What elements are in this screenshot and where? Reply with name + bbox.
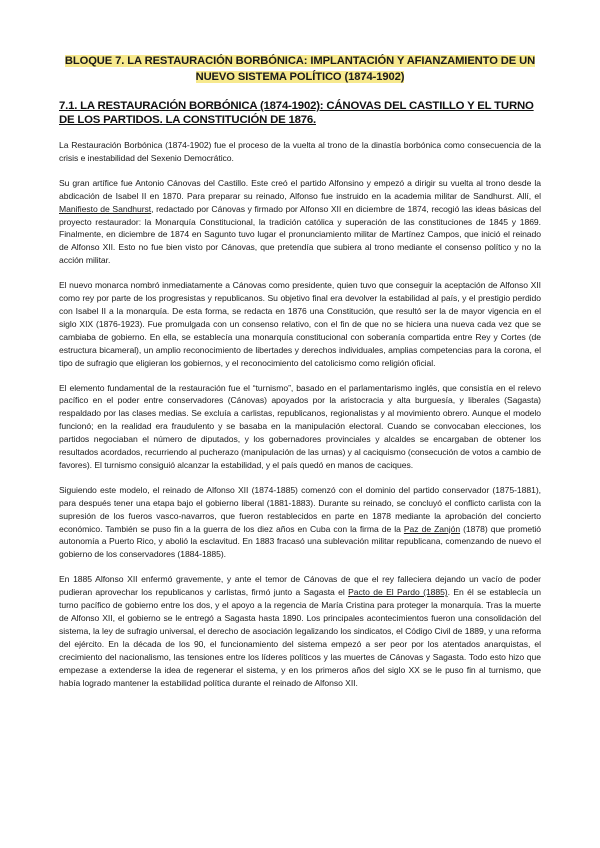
- document-title: [59, 54, 541, 85]
- text-run: En 1885 Alfonso XII enfermó gravemente, y ante el temor de Cánovas de que el rey falleciera dejando un vacío de poder pudieran aprovechar los republicanos y carlistas, firmó junto a Sagasta el: [59, 574, 541, 598]
- text-run: Siguiendo este modelo, el reinado de Alfonso XII (1874-1885) comenzó con el dominio del partido conservador (1875-1881), para después tener una etapa bajo el gobierno liberal (1881-1883). Durante su reinado, se concluyó el conflicto carlista con la supresión de los fueros vasco-navarros, que fueron restablecidos en parte en 1878 mediante la aprobación del concierto económico. También se puso fin a la guerra de los diez años en Cuba con la firma de la: [59, 484, 541, 534]
- paragraph-canovas: [59, 177, 541, 267]
- text-run: (1878) que prometió autonomía a Puerto Rico, y abolió la esclavitud. En 1883 fracasó una sublevación militar republicana, comenzando de nuevo el gobierno de los conservadores (1884-1885).: [59, 523, 541, 560]
- paragraph-constitucion: El nuevo monarca nombró inmediatamente a Cánovas como presidente, quien tuvo que conseguir la aceptación de Alfonso XII como rey por parte de los progresistas y republicanos. Su objetivo final era devolver la estabilidad al país, y el prestigio perdido con Isabel II a la monarquía. De esta forma, se redacta en 1876 una Constitución, que resultó ser la de mayor vigencia en el siglo XIX (1876-1923). Fue promulgada con un consenso relativo, con el fin de que no se hiciera una nueva cada vez que se cambiaba de gobierno. En ella, se establecía una monarquía constitucional con soberanía compartida entre Rey y Cortes (de estructura bicameral), un amplio reconocimiento de libertades y derechos individuales, amplias competencias para la corona, el tipo de sufragio que eligieran los gobiernos, y el reconocimiento del catolicismo como religión oficial.: [59, 280, 541, 368]
- title-line-2: NUEVO SISTEMA POLÍTICO (1874-1902): [195, 70, 405, 83]
- paragraph-alfonso-xii: [59, 484, 541, 561]
- pacto-pardo-link: Pacto de El Pardo (1885): [348, 587, 448, 598]
- section-title: 7.1. LA RESTAURACIÓN BORBÓNICA (1874-1902): CÁNOVAS DEL CASTILLO Y EL TURNO DE LOS PARTIDOS. LA CONSTITUCIÓN DE 1876.: [59, 100, 534, 126]
- paragraph-regencia: [59, 573, 541, 689]
- title-line-1: BLOQUE 7. LA RESTAURACIÓN BORBÓNICA: IMPLANTACIÓN Y AFIANZAMIENTO DE UN: [64, 55, 536, 67]
- text-run: , redactado por Cánovas y firmado por Alfonso XII en diciembre de 1874, recogió las ideas básicas del proyecto restaurador: la Monarquía Constitucional, la tradición católica y superación de las constituciones de 1845 y 1869. Finalmente, en diciembre de 1874 en Sagunto tuvo lugar el pronunciamiento militar de Martínez Campos, que inició el reinado de Alfonso XII. Esto no fue bien visto por Cánovas, que pretendía que subiera al trono mediante el consenso político y no la acción militar.: [59, 203, 542, 266]
- paz-zanjon-link: Paz de Zanjón: [403, 523, 461, 534]
- paragraph-intro: La Restauración Borbónica (1874-1902) fue el proceso de la vuelta al trono de la dinastía borbónica como consecuencia de la crisis e inestabilidad del Sexenio Democrático.: [59, 140, 541, 163]
- text-run: . En él se establecía un turno pacífico de gobierno entre los dos, y el apoyo a la regencia de María Cristina para proteger la monarquía. Tras la muerte de Alfonso XII, el gobierno se le entregó a Sagasta hasta 1890. Los principales acontecimientos fueron una consolidación del sistema, la ley de sufragio universal, el derecho de asociación legalizando los sindicatos, el Código Civil de 1889, y una reforma del ejército. En la década de los 90, el funcionamiento del sistema empezó a ser peor por los atentados anarquistas, el crecimiento del nacionalismo, las tensiones entre los líderes políticos y las muertes de Cánovas y Sagasta. Todo esto hizo que empezase a extenderse la idea de regenerar el sistema, y en los primeros años del siglo XX se le puso fin al turnismo, que había logrado mantener la estabilidad política durante el reinado de Alfonso XII.: [59, 587, 541, 688]
- paragraph-turnismo: El elemento fundamental de la restauración fue el “turnismo”, basado en el parlamentarismo inglés, que consistía en el relevo pacífico en el poder entre conservadores (Cánovas) apoyados por la aristocracia y alta burguesía, y liberales (Sagasta) respaldado por las clases medias. Se excluía a carlistas, republicanos, regionalistas y al movimiento obrero. Aunque el modelo funcionó; en la realidad era fraudulento y se basaba en la manipulación electoral. Cuando se convocaban elecciones, los partidos negociaban el número de diputados, y los gobernadores provinciales y alcaldes se encargaban de obtener los resultados acordados, recurriendo al pucherazo (manipulación de las urnas) y al caciquismo (consecución de votos a cambio de favores). El turnismo consiguió alcanzar la estabilidad, y el país quedó en manos de caciques.: [59, 382, 542, 470]
- text-run: Su gran artífice fue Antonio Cánovas del Castillo. Este creó el partido Alfonsino y empezó a dirigir su vuelta al trono desde la abdicación de Isabel II en 1870. Para preparar su reinado, Alfonso fue instruido en la academia militar de Sandhurst. Allí, el: [59, 177, 541, 201]
- manifiesto-sandhurst-link: Manifiesto de Sandhurst: [59, 203, 152, 214]
